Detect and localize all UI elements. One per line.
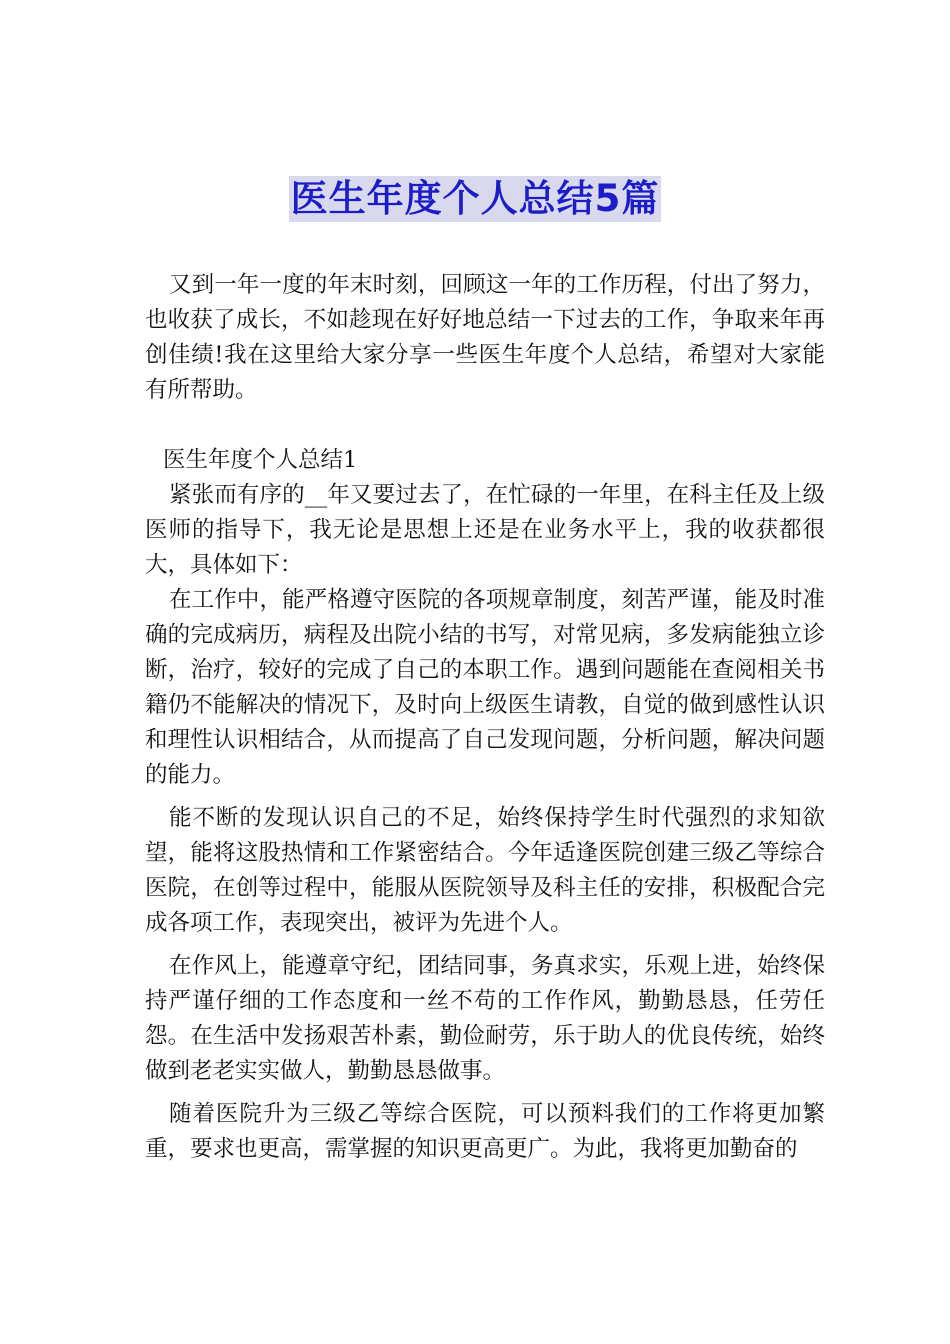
body-paragraph: 能不断的发现认识自己的不足，始终保持学生时代强烈的求知欲望，能将这股热情和工作紧密结合。今年适逢医院创建三级乙等综合医院，在创等过程中，能服从医院领导及科主任的安排，积极配合完成各项工作，表现突出，被评为先进个人。: [145, 805, 825, 936]
body-paragraph: 在工作中，能严格遵守医院的各项规章制度，刻苦严谨，能及时准确的完成病历，病程及出院小结的书写，对常见病，多发病能独立诊断，治疗，较好的完成了自己的本职工作。遇到问题能在查阅相关书籍仍不能解决的情况下，及时向上级医生请教，自觉的做到感性认识和理性认识相结合，从而提高了自己发现问题，分析问题，解决问题的能力。: [145, 587, 825, 788]
section-heading: 医生年度个人总结1: [163, 447, 358, 473]
document-title: 医生年度个人总结5篇: [290, 177, 660, 220]
title-container: [0, 176, 950, 222]
body-paragraph: 紧张而有序的__年又要过去了，在忙碌的一年里，在科主任及上级医师的指导下，我无论是思想上还是在业务水平上，我的收获都很大，具体如下：: [145, 482, 825, 578]
document-body: [145, 268, 825, 1167]
body-paragraph: 随着医院升为三级乙等综合医院，可以预料我们的工作将更加繁重，要求也更高，需掌握的知识更高更广。为此，我将更加勤奋的: [145, 1101, 825, 1162]
intro-paragraph: 又到一年一度的年末时刻，回顾这一年的工作历程，付出了努力，也收获了成长，不如趁现在好好地总结一下过去的工作，争取来年再创佳绩!我在这里给大家分享一些医生年度个人总结，希望对大家能有所帮助。: [145, 272, 825, 403]
body-paragraph: 在作风上，能遵章守纪，团结同事，务真求实，乐观上进，始终保持严谨仔细的工作态度和一丝不苟的工作作风，勤勤恳恳，任劳任怨。在生活中发扬艰苦朴素，勤俭耐劳，乐于助人的优良传统，始终做到老老实实做人，勤勤恳恳做事。: [145, 953, 825, 1084]
